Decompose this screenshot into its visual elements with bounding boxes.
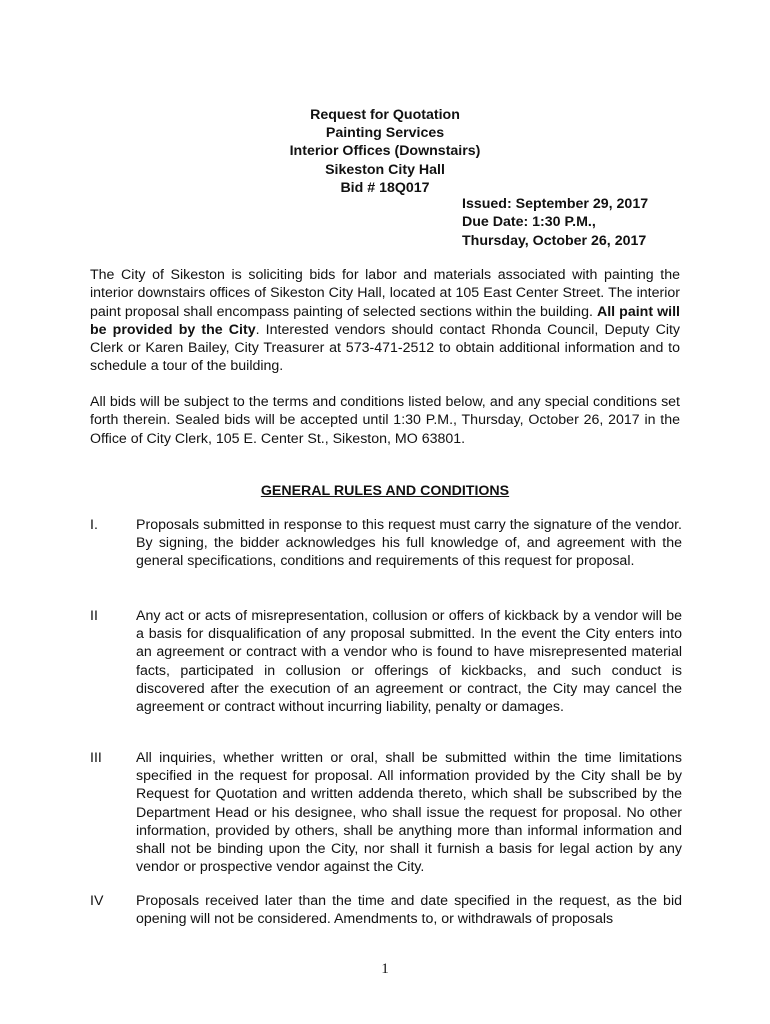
dates-block bbox=[462, 195, 648, 250]
issued-date: Issued: September 29, 2017 bbox=[462, 196, 649, 212]
intro-text-part2: . Interested vendors should contact Rhonda Council, Deputy City Clerk or Karen Bailey, City Treasurer at 573-471-2512 to obtain additional information and to schedule a tour of the building. bbox=[90, 321, 681, 375]
section-heading-text: GENERAL RULES AND CONDITIONS bbox=[260, 483, 510, 499]
title-line-location: Interior Offices (Downstairs) bbox=[289, 143, 481, 160]
due-day: Thursday, October 26, 2017 bbox=[462, 232, 647, 249]
rule-text: Proposals received later than the time and date specified in the request, as the bid opening will not be considered. Amendments to, or withdrawals of proposals bbox=[136, 893, 682, 928]
rule-text: Any act or acts of misrepresentation, collusion or offers of kickback by a vendor will be a basis for disqualification of any proposal submitted. In the event the City enters into an agreement or contract with a vendor who is found to have misrepresented material facts, participated in collusion or offerings of kickbacks, and such conduct is discovered after the execution of an agreement or contract, the City may cancel the agreement or contract without incurring liability, penalty or damages. bbox=[136, 608, 682, 716]
page-number: 1 bbox=[381, 961, 389, 977]
rule-number: I. bbox=[90, 517, 98, 533]
title-line-service: Painting Services bbox=[325, 125, 445, 142]
title-line-bid-number: Bid # 18Q017 bbox=[340, 179, 430, 196]
due-date: Due Date: 1:30 P.M., bbox=[462, 214, 596, 231]
rule-number: II bbox=[90, 608, 98, 624]
intro-text-part1: The City of Sikeston is soliciting bids for labor and materials associated with painting the interior downstairs offices of Sikeston City Hall, located at 105 East Center Street. The interior paint proposal shall encompass painting of selected sections within the building. bbox=[90, 267, 680, 320]
terms-paragraph: All bids will be subject to the terms and conditions listed below, and any special conditions set forth therein. Sealed bids will be accepted until 1:30 P.M., Thursday, October 26, 2017 in the Office of City Clerk, 105 E. Center St., Sikeston, MO 63801. bbox=[90, 394, 680, 447]
title-line-request: Request for Quotation bbox=[310, 107, 460, 123]
rule-text: All inquiries, whether written or oral, shall be submitted within the time limitations specified in the request for proposal. All information provided by the City shall be by Request for Quotation and written addenda thereto, which shall be subscribed by the Department Head or his designee, who shall issue the request for proposal. No other information, provided by others, shall be anything more than informal information and shall not be binding upon the City, nor shall it furnish a basis for legal action by any vendor or prospective vendor against the City. bbox=[136, 750, 682, 876]
intro-bold-text: All paint will be provided by the City bbox=[90, 303, 680, 338]
rule-number: III bbox=[90, 750, 102, 766]
title-line-building: Sikeston City Hall bbox=[325, 161, 445, 178]
rule-number: IV bbox=[90, 893, 104, 909]
section-heading bbox=[0, 482, 770, 500]
intro-paragraph bbox=[90, 266, 680, 376]
rule-text: Proposals submitted in response to this request must carry the signature of the vendor. By signing, the bidder acknowledges his full knowledge of, and agreement with the general specifications, conditions and requirements of this request for proposal. bbox=[136, 517, 682, 570]
document-title-block bbox=[0, 106, 770, 197]
